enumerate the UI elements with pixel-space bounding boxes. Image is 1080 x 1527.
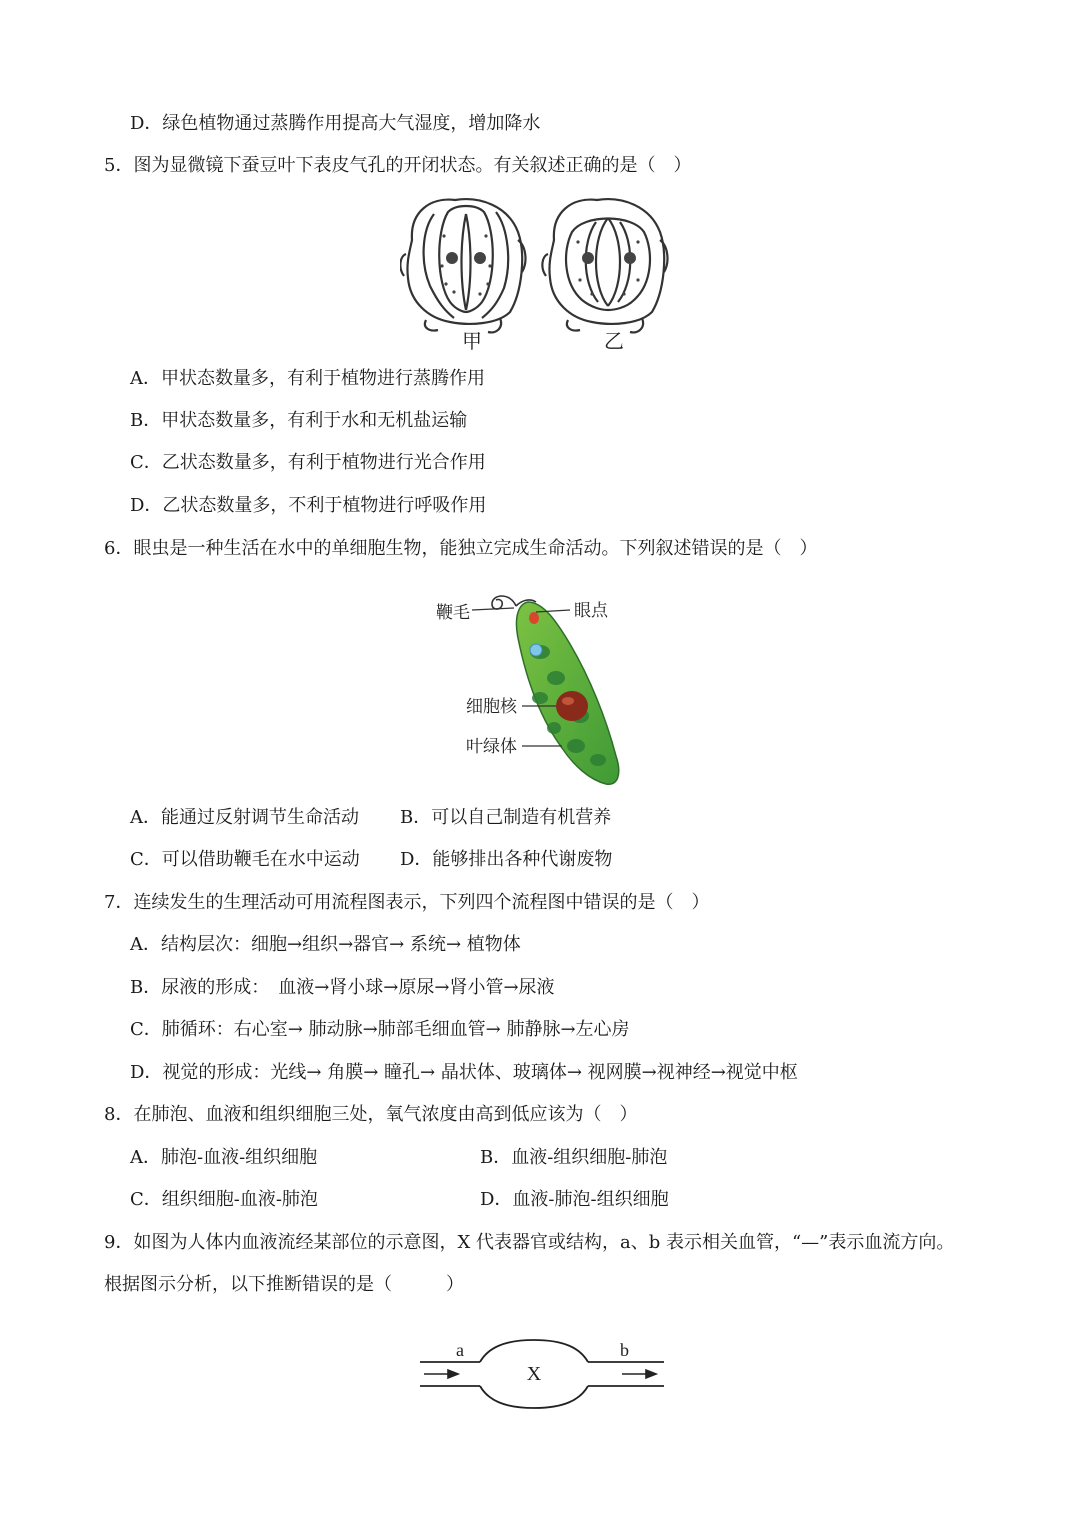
q8-option-a: A．肺泡-血液-组织细胞	[130, 1147, 318, 1168]
q7-option-d: D．视觉的形成：光线→ 角膜→ 瞳孔→ 晶状体、玻璃体→ 视网膜→视神经→视觉中枢	[130, 1062, 798, 1083]
euglena-figure	[430, 588, 640, 788]
q6-option-c: C．可以借助鞭毛在水中运动	[130, 849, 360, 870]
q5-option-d: D．乙状态数量多，不利于植物进行呼吸作用	[130, 495, 487, 516]
euglena-label-chloroplast: 叶绿体	[466, 737, 517, 757]
q6-stem: 6．眼虫是一种生活在水中的单细胞生物，能独立完成生命活动。下列叙述错误的是（ ）	[104, 538, 818, 559]
euglena-label-nucleus: 细胞核	[466, 697, 517, 717]
organ-label-x: X	[526, 1363, 542, 1385]
q5-option-b: B．甲状态数量多，有利于水和无机盐运输	[130, 410, 468, 431]
euglena-label-flagellum: 鞭毛	[436, 603, 470, 623]
q8-option-b: B．血液-组织细胞-肺泡	[480, 1147, 668, 1168]
blood-flow-figure	[418, 1336, 668, 1414]
euglena-label-eyespot: 眼点	[574, 601, 608, 621]
vessel-label-a: a	[456, 1340, 464, 1360]
stomata-figure	[400, 192, 680, 357]
q7-stem: 7．连续发生的生理活动可用流程图表示，下列四个流程图中错误的是（ ）	[104, 892, 710, 913]
q7-option-c: C．肺循环：右心室→ 肺动脉→肺部毛细血管→ 肺静脉→左心房	[130, 1019, 630, 1040]
q8-option-d: D．血液-肺泡-组织细胞	[480, 1189, 669, 1210]
q7-option-b: B．尿液的形成： 血液→肾小球→原尿→肾小管→尿液	[130, 977, 555, 998]
q6-option-b: B．可以自己制造有机营养	[400, 807, 612, 828]
q5-stem: 5．图为显微镜下蚕豆叶下表皮气孔的开闭状态。有关叙述正确的是（ ）	[104, 155, 692, 176]
q9-stem-line1: 9．如图为人体内血液流经某部位的示意图，X 代表器官或结构，a、b 表示相关血管，“—”表示血流方向。	[104, 1232, 955, 1253]
stoma-label-right: 乙	[604, 329, 624, 353]
vessel-label-b: b	[620, 1340, 629, 1360]
q8-option-c: C．组织细胞-血液-肺泡	[130, 1189, 318, 1210]
q6-option-a: A．能通过反射调节生命活动	[130, 807, 359, 828]
stoma-label-left: 甲	[462, 329, 482, 353]
q5-option-c: C．乙状态数量多，有利于植物进行光合作用	[130, 452, 486, 473]
q4-option-d: D．绿色植物通过蒸腾作用提高大气湿度，增加降水	[130, 113, 541, 134]
q5-option-a: A．甲状态数量多，有利于植物进行蒸腾作用	[130, 368, 485, 389]
q6-option-d: D．能够排出各种代谢废物	[400, 849, 613, 870]
q9-stem-line2: 根据图示分析，以下推断错误的是（ ）	[104, 1274, 464, 1295]
q8-stem: 8．在肺泡、血液和组织细胞三处，氧气浓度由高到低应该为（ ）	[104, 1104, 638, 1125]
q7-option-a: A．结构层次：细胞→组织→器官→ 系统→ 植物体	[130, 934, 521, 955]
